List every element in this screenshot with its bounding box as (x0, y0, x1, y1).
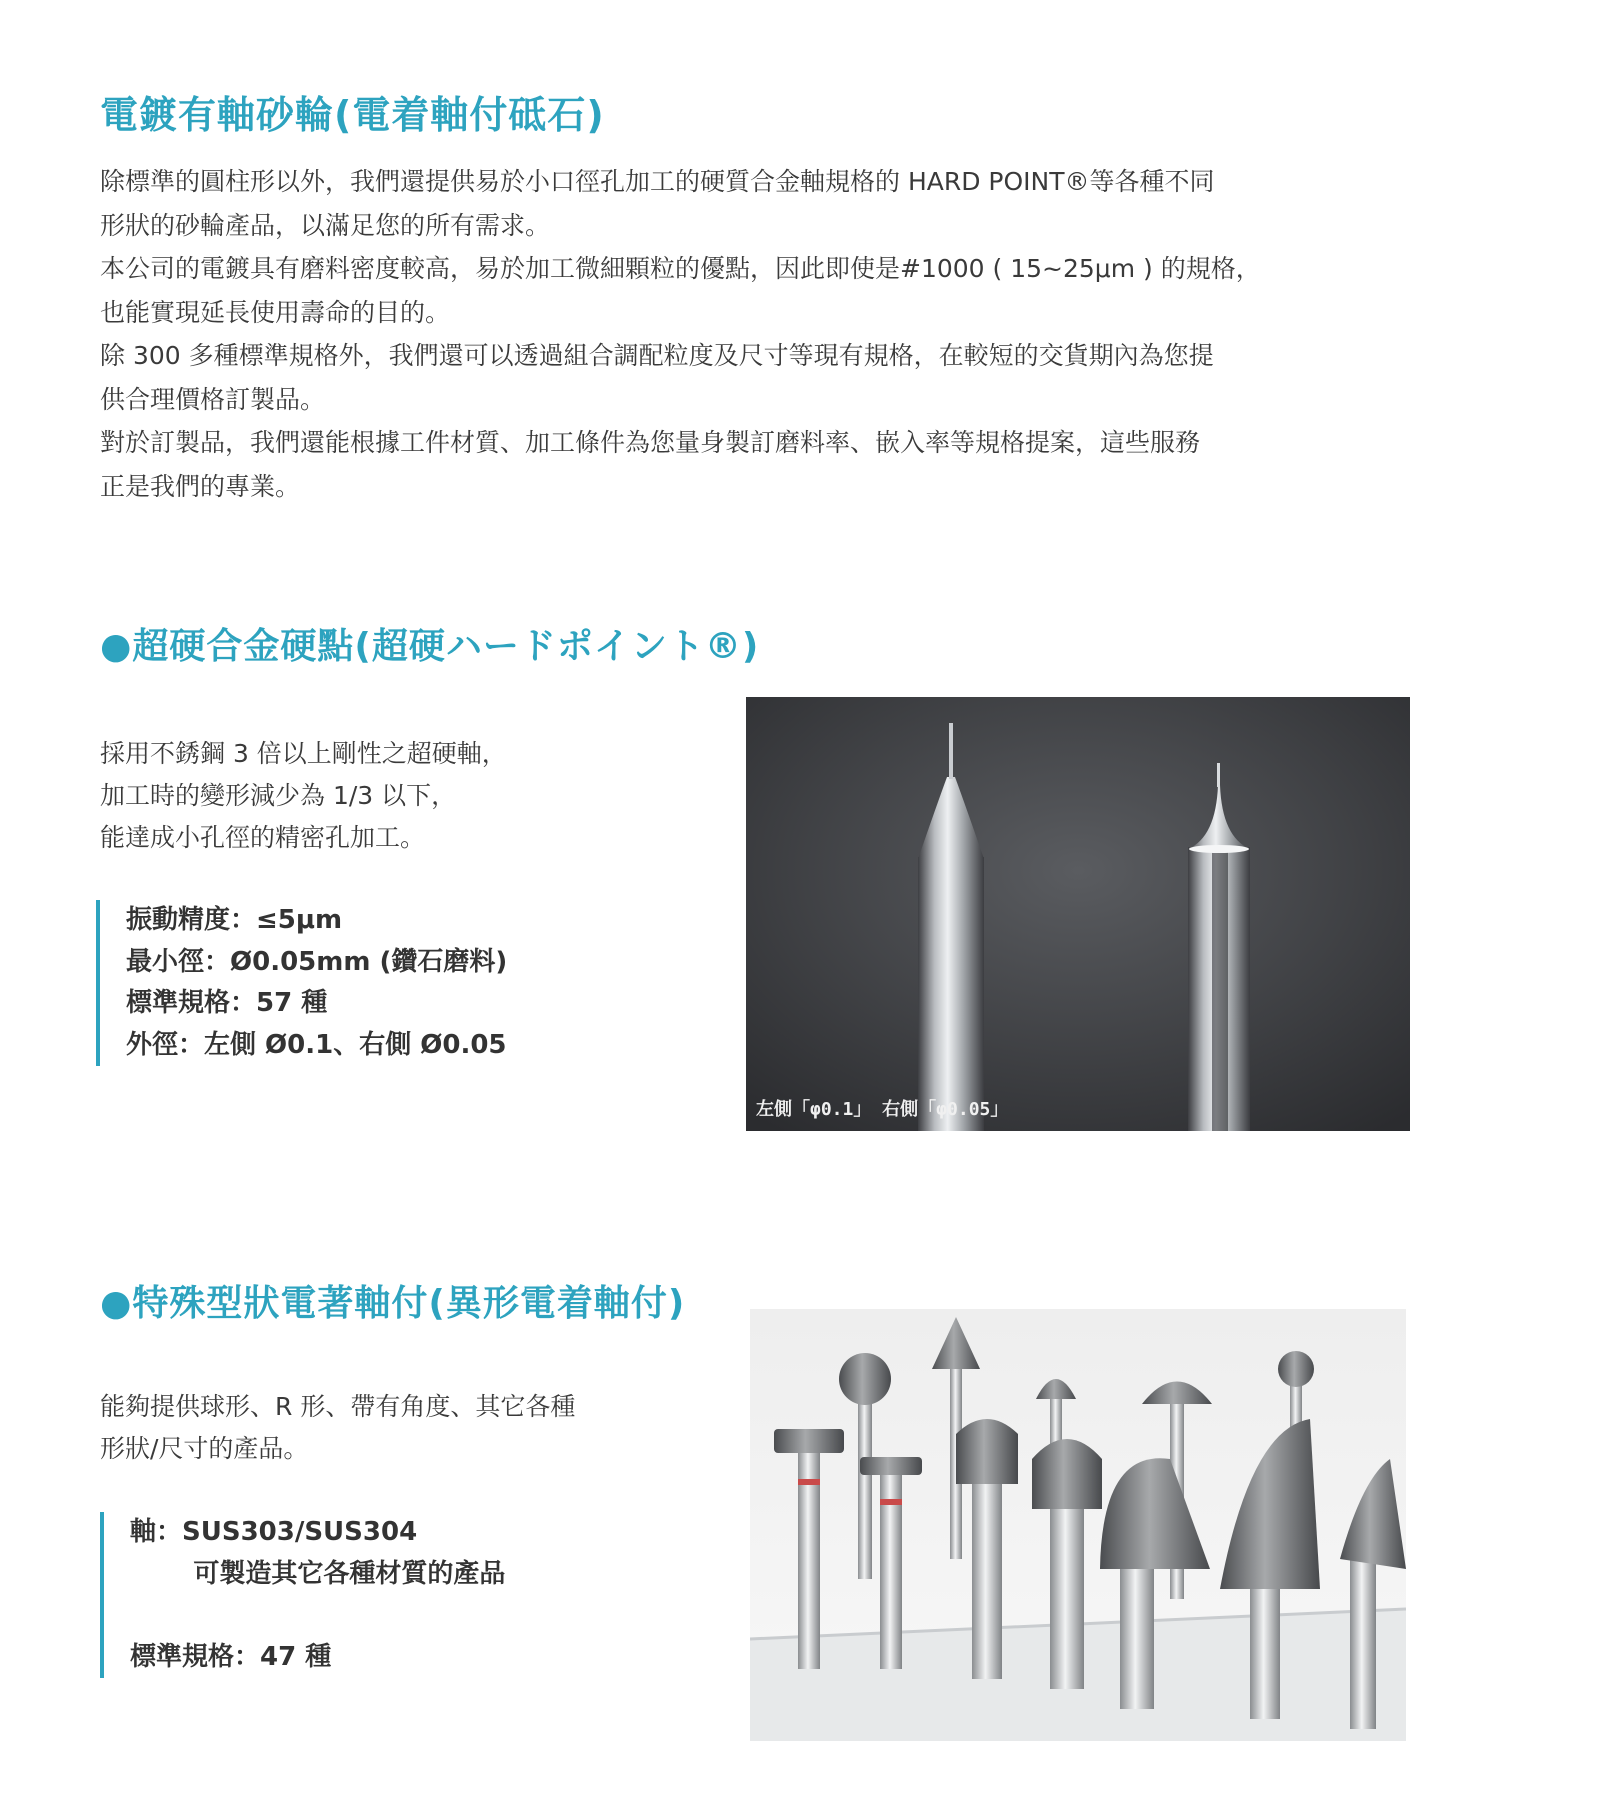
section1-spec-box (96, 900, 646, 1066)
intro-line: 對於訂製品，我們還能根據工件材質、加工條件為您量身製訂磨料率、嵌入率等規格提案，這些服務 (100, 428, 1201, 457)
spec-line: 標準規格：57 種 (126, 988, 328, 1018)
spec-line: 軸：SUS303/SUS304 (130, 1517, 418, 1547)
section1-body (100, 733, 660, 859)
spec-line: 標準規格：47 種 (130, 1641, 332, 1672)
hard-point-photo (746, 697, 1410, 1131)
section1-body-line: 採用不銹鋼 3 倍以上剛性之超硬軸， (100, 739, 507, 768)
intro-line: 正是我們的專業。 (100, 471, 301, 501)
section2-spec-box (100, 1512, 650, 1678)
intro-line: 供合理價格訂製品。 (100, 384, 326, 414)
spec-line: 振動精度：≤5μm (126, 905, 343, 935)
section1-body-line: 加工時的變形減少為 1/3 以下， (100, 781, 457, 810)
spec-line: 可製造其它各種材質的產品 (130, 1558, 506, 1589)
section2-body (100, 1386, 660, 1470)
intro-line: 除標準的圓柱形以外，我們還提供易於小口徑孔加工的硬質合金軸規格的 HARD POINT®等各種不同 (100, 167, 1215, 196)
section2-body-line: 形狀/尺寸的產品。 (100, 1434, 309, 1463)
special-shape-image (750, 1309, 1406, 1741)
section2-title: ●特殊型狀電著軸付(異形電着軸付) (100, 1283, 686, 1324)
section2-body-line: 能夠提供球形、R 形、帶有角度、其它各種 (100, 1392, 576, 1421)
intro-line: 本公司的電鍍具有磨料密度較高，易於加工微細顆粒的優點，因此即使是#1000 ( 15~25μm ) 的規格， (100, 254, 1261, 283)
page-title: 電鍍有軸砂輪(電着軸付砥石) (100, 93, 605, 137)
photo-caption: 左側「φ0.1」 右側「φ0.05」 (756, 1099, 1009, 1120)
spec-line: 外徑：左側 Ø0.1、右側 Ø0.05 (126, 1029, 507, 1060)
special-shape-photo (750, 1309, 1406, 1741)
intro-line: 形狀的砂輪產品，以滿足您的所有需求。 (100, 210, 551, 240)
spec-line: 最小徑：Ø0.05mm (鑽石磨料) (126, 946, 508, 977)
intro-paragraph (100, 160, 1440, 508)
hard-point-image (746, 697, 1410, 1131)
intro-line: 也能實現延長使用壽命的目的。 (100, 297, 451, 327)
spec-line (130, 1595, 650, 1637)
section1-title: ●超硬合金硬點(超硬ハードポイント®) (100, 626, 760, 667)
section1-body-line: 能達成小孔徑的精密孔加工。 (100, 823, 426, 852)
intro-line: 除 300 多種標準規格外，我們還可以透過組合調配粒度及尺寸等現有規格，在較短的交貨期內為您提 (100, 341, 1214, 370)
